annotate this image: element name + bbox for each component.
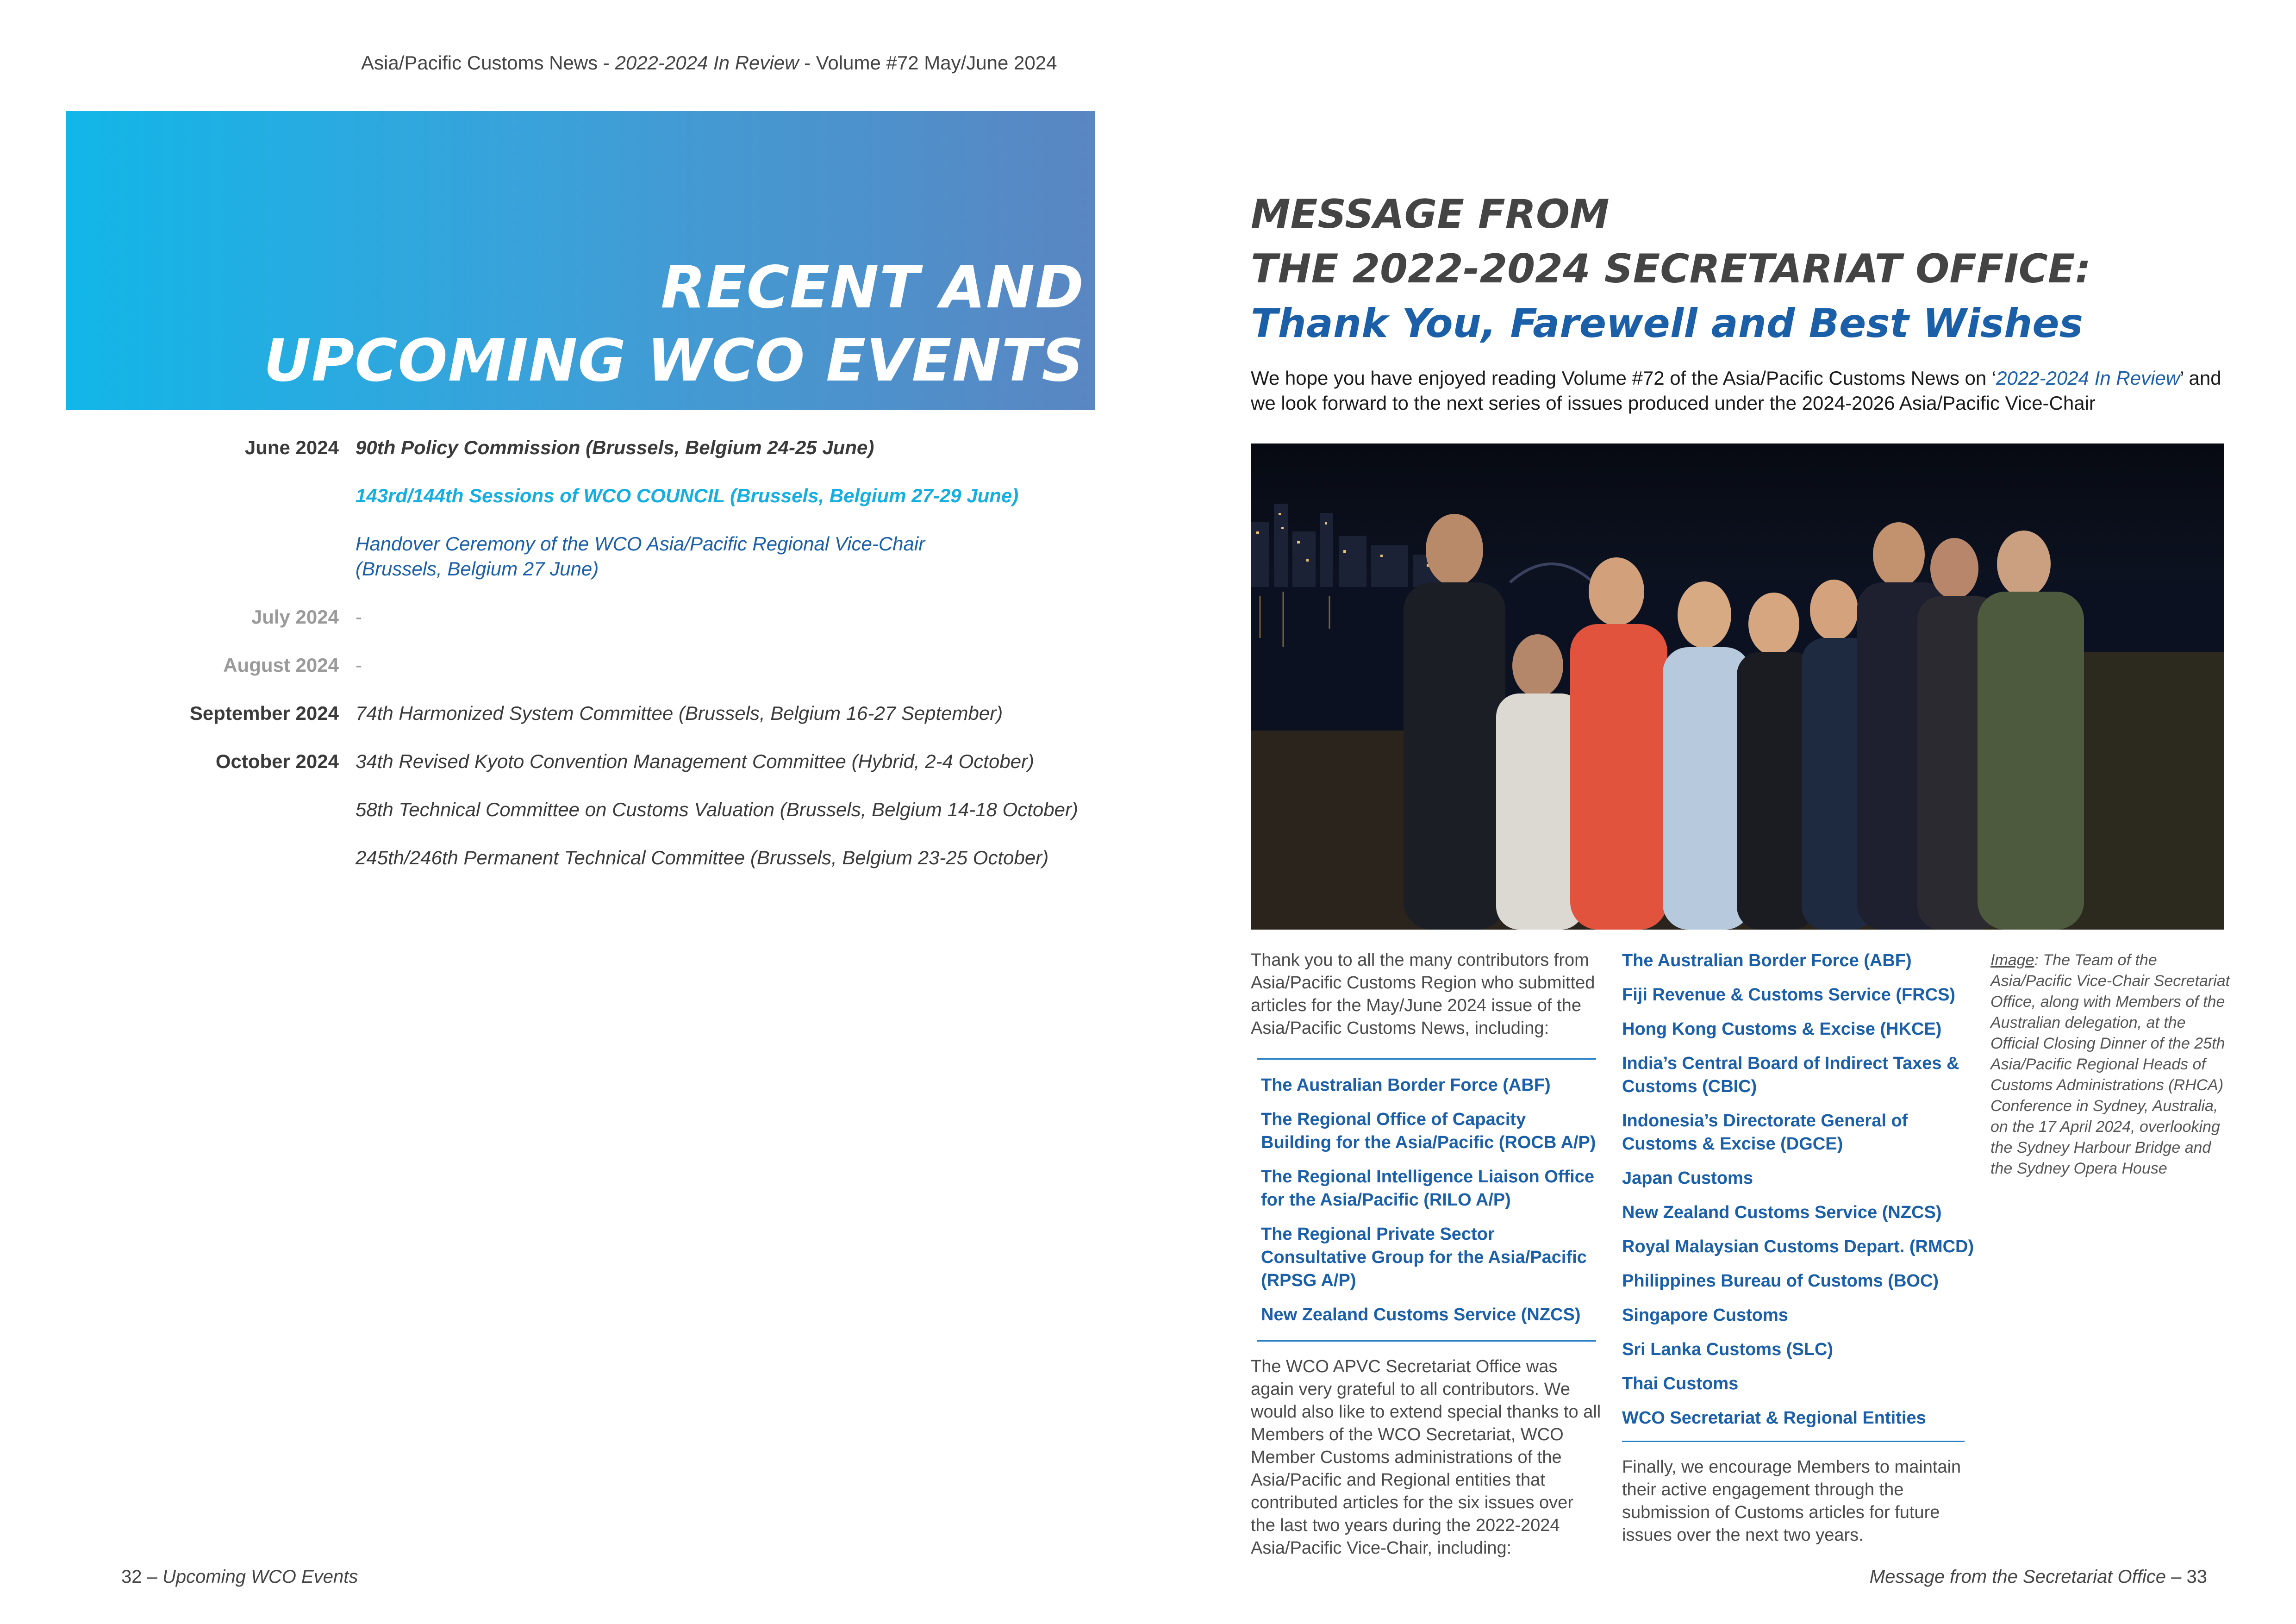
col2-outro: Finally, we encourage Members to maintain their active engagement through the submission of Customs articles for future issues over the next two years. xyxy=(1622,1457,1961,1545)
all-contributors-list xyxy=(1622,949,1983,1430)
event-row xyxy=(66,435,1121,605)
event-item: 245th/246th Permanent Technical Committee (Brussels, Belgium 23-25 October) xyxy=(356,847,1049,868)
contributor-item: Hong Kong Customs & Excise (HKCE) xyxy=(1622,1019,1942,1039)
event-month: June 2024 xyxy=(244,437,339,458)
title-line-2: THE 2022-2024 SECRETARIAT OFFICE: xyxy=(1251,246,2091,292)
event-item: - xyxy=(356,654,362,676)
divider xyxy=(1257,1058,1596,1060)
contributor-item: Sri Lanka Customs (SLC) xyxy=(1622,1340,1834,1359)
event-row xyxy=(66,701,1121,749)
event-row xyxy=(66,749,1121,893)
contributor-item: The Regional Private Sector Consultative Group for the Asia/Pacific (RPSG A/P) xyxy=(1261,1224,1587,1290)
event-month: October 2024 xyxy=(215,750,339,772)
contributor-item: Japan Customs xyxy=(1622,1168,1753,1188)
message-title xyxy=(1251,187,2091,351)
col1-outro: The WCO APVC Secretariat Office was again very grateful to all contributors. We would also like to extend special thanks to all Members of the WCO Secretariat, WCO Member Customs administrations of the Asia/Pacific and Regional entities that contributed articles for the six issues over the last two years during the 2022-2024 Asia/Pacific Vice-Chair, including: xyxy=(1251,1357,1601,1558)
divider xyxy=(1257,1340,1596,1342)
event-row xyxy=(66,605,1121,653)
contributor-item: The Australian Border Force (ABF) xyxy=(1261,1075,1551,1095)
title-line-3: Thank You, Farewell and Best Wishes xyxy=(1251,300,2083,347)
contributor-item: Philippines Bureau of Customs (BOC) xyxy=(1622,1271,1939,1291)
contributor-item: Singapore Customs xyxy=(1622,1305,1788,1325)
divider xyxy=(1622,1441,1965,1442)
contributors-column-2 xyxy=(1622,949,1983,1547)
issue-contributors-list xyxy=(1251,1074,1603,1326)
contributor-item: Royal Malaysian Customs Depart. (RMCD) xyxy=(1622,1237,1974,1256)
contributor-item: The Australian Border Force (ABF) xyxy=(1622,951,1912,970)
contributors-column-1 xyxy=(1251,949,1603,1560)
event-month: September 2024 xyxy=(189,702,339,724)
footer-right: Message from the Secretariat Office – 33 xyxy=(1869,1567,2207,1587)
event-item: Handover Ceremony of the WCO Asia/Pacific Regional Vice-Chair (Brussels, Belgium 27 June) xyxy=(356,533,925,580)
team-photo-illustration xyxy=(1251,443,2224,930)
title-line-1: MESSAGE FROM xyxy=(1251,191,1610,237)
event-month: July 2024 xyxy=(251,606,339,628)
contributor-item: New Zealand Customs Service (NZCS) xyxy=(1622,1203,1942,1222)
contributor-item: New Zealand Customs Service (NZCS) xyxy=(1261,1305,1581,1324)
contributor-item: Fiji Revenue & Customs Service (FRCS) xyxy=(1622,985,1956,1005)
event-item: 90th Policy Commission (Brussels, Belgium 24-25 June) xyxy=(356,437,874,458)
contributor-item: Thai Customs xyxy=(1622,1374,1739,1393)
events-list xyxy=(66,435,1121,893)
intro-paragraph: We hope you have enjoyed reading Volume #72 of the Asia/Pacific Customs News on ‘2022-2024 In Review’ and we look forward to the next series of issues produced under the 2024-2026 Asia/Pacific Vice-Chair xyxy=(1251,367,2221,414)
event-item: 34th Revised Kyoto Convention Management Committee (Hybrid, 2-4 October) xyxy=(356,750,1035,772)
event-item: - xyxy=(356,606,362,628)
banner-title: RECENT AND UPCOMING WCO EVENTS xyxy=(263,253,1084,394)
event-item: 58th Technical Committee on Customs Valuation (Brussels, Belgium 14-18 October) xyxy=(356,799,1078,820)
contributor-item: The Regional Intelligence Liaison Office for the Asia/Pacific (RILO A/P) xyxy=(1261,1167,1595,1210)
contributor-item: India’s Central Board of Indirect Taxes & Customs (CBIC) xyxy=(1622,1054,1959,1096)
event-month: August 2024 xyxy=(223,654,339,676)
col1-intro: Thank you to all the many contributors from Asia/Pacific Customs Region who submitted articles for the May/June 2024 issue of the Asia/Pacific Customs News, including: xyxy=(1251,950,1595,1038)
contributor-item: WCO Secretariat & Regional Entities xyxy=(1622,1408,1926,1428)
contributor-item: The Regional Office of Capacity Building for the Asia/Pacific (ROCB A/P) xyxy=(1261,1110,1596,1152)
event-item: 74th Harmonized System Committee (Brussels, Belgium 16-27 September) xyxy=(356,702,1003,724)
event-row xyxy=(66,653,1121,701)
running-header: Asia/Pacific Customs News - 2022-2024 In Review - Volume #72 May/June 2024 xyxy=(361,52,1057,74)
contributor-item: Indonesia’s Directorate General of Customs & Excise (DGCE) xyxy=(1622,1111,1908,1154)
event-item: 143rd/144th Sessions of WCO COUNCIL (Brussels, Belgium 27-29 June) xyxy=(356,485,1019,506)
footer-left: 32 – Upcoming WCO Events xyxy=(121,1567,358,1587)
events-banner xyxy=(66,111,1095,410)
team-photo xyxy=(1251,443,2224,930)
photo-caption: Image: The Team of the Asia/Pacific Vice-Chair Secretariat Office, along with Members of the Australian delegation, at the Official Closing Dinner of the 25th Asia/Pacific Regional Heads of Customs Administrations (RHCA) Conference in Sydney, Australia, on the 17 April 2024, overlooking the Sydney Harbour Bridge and the Sydney Opera House xyxy=(1990,951,2230,1177)
